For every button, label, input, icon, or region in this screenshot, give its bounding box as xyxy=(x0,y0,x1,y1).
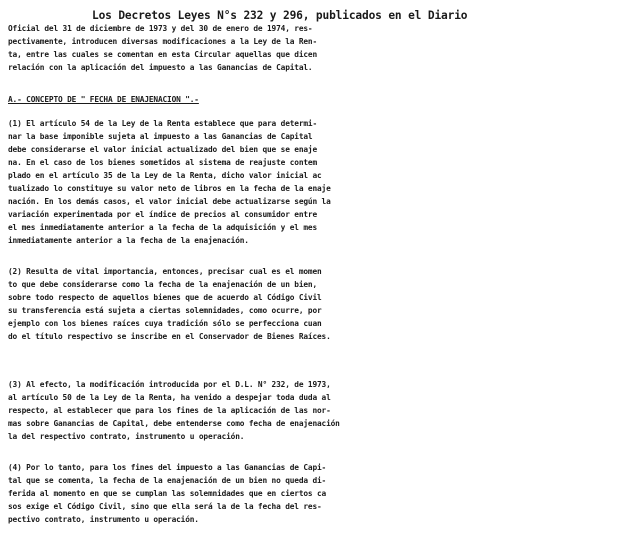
section-heading: A.- CONCEPTO DE " FECHA DE ENAJENACION ".- xyxy=(8,95,199,104)
paragraph-1-line: variación experimentada por el índice de precios al consumidor entre xyxy=(8,210,318,219)
intro-line: ta, entre las cuales se comentan en esta Circular aquellas que dicen xyxy=(8,50,318,59)
paragraph-2-line: (2) Resulta de vital importancia, entonces, precisar cual es el momen xyxy=(8,267,322,276)
paragraph-2-line: su transferencia está sujeta a ciertas solemnidades, como ocurre, por xyxy=(8,306,322,315)
paragraph-1-line: nación. En los demás casos, el valor inicial debe actualizarse según la xyxy=(8,197,331,206)
intro-line: Los Decretos Leyes N°s 232 y 296, publicados en el Diario xyxy=(92,9,468,22)
paragraph-3-line: al artículo 50 de la Ley de la Renta, ha venido a despejar toda duda al xyxy=(8,393,331,402)
paragraph-4-line: tal que se comenta, la fecha de la enajenación de un bien no queda di- xyxy=(8,476,327,485)
paragraph-1-line: tualizado lo constituye su valor neto de libros en la fecha de la enaje xyxy=(8,184,331,193)
paragraph-1-line: nar la base imponible sujeta al impuesto a las Ganancias de Capital xyxy=(8,132,313,141)
paragraph-2-line: do el título respectivo se inscribe en el Conservador de Bienes Raíces. xyxy=(8,332,331,341)
paragraph-3-line: respecto, al establecer que para los fines de la aplicación de las nor- xyxy=(8,406,331,415)
paragraph-4-line: sos exige el Código Civil, sino que ella será la de la fecha del res- xyxy=(8,502,322,511)
intro-line: pectivamente, introducen diversas modificaciones a la Ley de la Ren- xyxy=(8,37,318,46)
paragraph-1-line: el mes inmediatamente anterior a la fecha de la adquisición y el mes xyxy=(8,223,318,232)
paragraph-2-line: to que debe considerarse como la fecha de la enajenación de un bien, xyxy=(8,280,318,289)
paragraph-4-line: pectivo contrato, instrumento u operación. xyxy=(8,515,199,524)
paragraph-4-line: (4) Por lo tanto, para los fines del impuesto a las Ganancias de Capi- xyxy=(8,463,327,472)
intro-line: relación con la aplicación del impuesto a las Ganancias de Capital. xyxy=(8,63,313,72)
paragraph-4-line: ferida al momento en que se cumplan las solemnidades que en ciertos ca xyxy=(8,489,327,498)
paragraph-2-line: sobre todo respecto de aquellos bienes que de acuerdo al Código Civil xyxy=(8,293,322,302)
intro-line: Oficial del 31 de diciembre de 1973 y del 30 de enero de 1974, res- xyxy=(8,24,313,33)
paragraph-3-line: la del respectivo contrato, instrumento u operación. xyxy=(8,432,245,441)
paragraph-3-line: (3) Al efecto, la modificación introducida por el D.L. N° 232, de 1973, xyxy=(8,380,331,389)
paragraph-3-line: mas sobre Ganancias de Capital, debe entenderse como fecha de enajenación xyxy=(8,419,340,428)
paragraph-1-line: na. En el caso de los bienes sometidos al sistema de reajuste contem xyxy=(8,158,318,167)
paragraph-1-line: (1) El artículo 54 de la Ley de la Renta establece que para determi- xyxy=(8,119,318,128)
paragraph-1-line: debe considerarse el valor inicial actualizado del bien que se enaje xyxy=(8,145,318,154)
paragraph-1-line: inmediatamente anterior a la fecha de la enajenación. xyxy=(8,236,249,245)
paragraph-2-line: ejemplo con los bienes raíces cuya tradición sólo se perfecciona cuan xyxy=(8,319,322,328)
paragraph-1-line: plado en el artículo 35 de la Ley de la Renta, dicho valor inicial ac xyxy=(8,171,322,180)
